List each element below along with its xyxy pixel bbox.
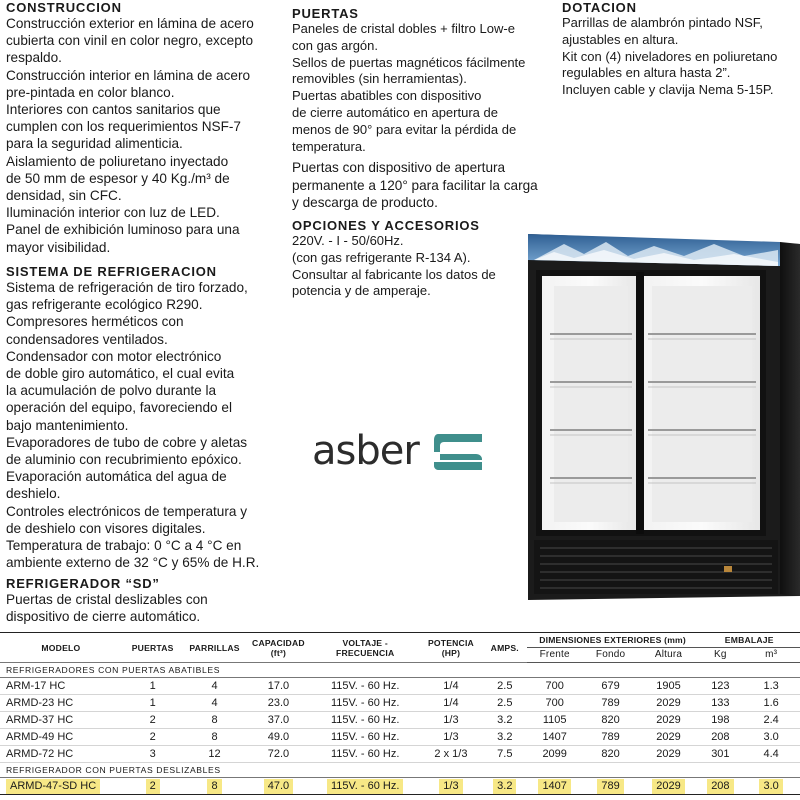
puertas-text-a [292, 21, 556, 155]
asber-logo [312, 428, 490, 478]
table-cell [245, 778, 311, 795]
text-line: deshielo. [6, 486, 61, 502]
text-line: Evaporación automática del agua de [6, 469, 227, 485]
construccion-section [6, 0, 288, 256]
col-frente: Frente [527, 648, 583, 663]
table-cell: 2.4 [742, 712, 800, 729]
col-altura: Altura [639, 648, 699, 663]
dotacion-text [562, 15, 798, 99]
text-line: Construcción interior en lámina de acero [6, 67, 251, 83]
text-line: mayor visibilidad. [6, 239, 111, 255]
table-cell: ARMD-49 HC [0, 729, 122, 746]
table-cell: 3 [122, 746, 184, 763]
text-line: Incluyen cable y clavija Nema 5-15P. [562, 82, 774, 98]
table-cell: 2 [122, 729, 184, 746]
table-cell [583, 778, 639, 795]
table-row [0, 678, 800, 695]
dotacion-heading: DOTACION [562, 0, 637, 15]
table-cell: 2 x 1/3 [419, 746, 483, 763]
table-cell: 115V. - 60 Hz. [311, 746, 419, 763]
asber-logo-icon [430, 430, 486, 474]
table-cell [311, 778, 419, 795]
text-line: Parrillas de alambrón pintado NSF, [562, 15, 763, 30]
text-line: Controles electrónicos de temperatura y [6, 503, 248, 519]
text-line: con gas argón. [292, 37, 379, 53]
highlighted-value: 789 [597, 779, 623, 794]
text-line: Sistema de refrigeración de tiro forzado, [6, 280, 248, 295]
table-cell: ARM-17 HC [0, 678, 122, 695]
table-cell: 2.5 [483, 695, 527, 712]
table-cell: ARMD-37 HC [0, 712, 122, 729]
sd-heading: REFRIGERADOR “SD” [6, 576, 160, 591]
text-line: (con gas refrigerante R-134 A). [292, 249, 471, 265]
table-cell: 37.0 [245, 712, 311, 729]
text-line: Compresores herméticos con [6, 314, 184, 330]
table-cell: 2029 [639, 712, 699, 729]
text-line: y descarga de producto. [292, 194, 438, 210]
text-line: bajo mantenimiento. [6, 417, 129, 433]
text-line: de 50 mm de espesor y 40 Kg./m³ de [6, 170, 230, 186]
table-cell: 2029 [639, 729, 699, 746]
table-cell: 198 [698, 712, 742, 729]
table-cell [527, 778, 583, 795]
table-cell: 123 [698, 678, 742, 695]
dotacion-section [562, 0, 798, 99]
text-line: Consultar al fabricante los datos de [292, 266, 496, 282]
highlighted-value: 1/3 [439, 779, 462, 794]
construccion-text [6, 15, 288, 256]
table-cell: 700 [527, 695, 583, 712]
opciones-section [292, 218, 516, 300]
text-line: respaldo. [6, 50, 62, 66]
table-cell: 1.3 [742, 678, 800, 695]
col-frecuencia-label: FRECUENCIA [336, 647, 395, 658]
section-abatibles [0, 663, 800, 678]
section-deslizables-label: REFRIGERADOR CON PUERTAS DESLIZABLES [0, 763, 800, 778]
highlighted-value: ARMD-47-SD HC [6, 779, 100, 794]
table-cell: 3.2 [483, 712, 527, 729]
table-cell: 789 [583, 695, 639, 712]
sistema-section [6, 264, 288, 571]
text-line: Evaporadores de tubo de cobre y aletas [6, 434, 248, 450]
text-line: Panel de exhibición luminoso para una [6, 222, 240, 238]
table-cell [419, 778, 483, 795]
table-cell: 23.0 [245, 695, 311, 712]
refrigerator-image [524, 226, 800, 606]
text-line: la acumulación de polvo durante la [6, 383, 217, 399]
text-line: Interiores con cantos sanitarios que [6, 102, 221, 118]
table-cell: 1905 [639, 678, 699, 695]
table-row [0, 778, 800, 795]
text-line: operación del equipo, favoreciendo el [6, 400, 232, 416]
asber-wordmark: asber [312, 428, 419, 474]
text-line: dispositivo de cierre automático. [6, 609, 201, 625]
table-cell: 49.0 [245, 729, 311, 746]
col-potencia-label: POTENCIA [427, 637, 474, 648]
table-cell [639, 778, 699, 795]
table-cell: 115V. - 60 Hz. [311, 712, 419, 729]
col-capacidad-label: CAPACIDAD [252, 637, 305, 648]
table-cell: 3.0 [742, 729, 800, 746]
text-line: menos de 90° para evitar la pérdida de [292, 121, 517, 137]
text-line: temperatura. [292, 138, 366, 154]
table-cell: 1/3 [419, 712, 483, 729]
table-cell: 7.5 [483, 746, 527, 763]
table-cell: 789 [583, 729, 639, 746]
table-cell: 4.4 [742, 746, 800, 763]
table-cell: 1 [122, 695, 184, 712]
opciones-heading: OPCIONES Y ACCESORIOS [292, 218, 480, 233]
text-line: Puertas con dispositivo de apertura [292, 160, 506, 176]
col-amps: AMPS. [483, 633, 527, 663]
col-capacidad [245, 633, 311, 663]
table-cell: 700 [527, 678, 583, 695]
table-cell: 1.6 [742, 695, 800, 712]
highlighted-value: 47.0 [264, 779, 293, 794]
text-line: de doble giro automático, el cual evita [6, 366, 235, 382]
table-cell: 1/4 [419, 678, 483, 695]
table-cell: 679 [583, 678, 639, 695]
table-cell: 1 [122, 678, 184, 695]
table-cell [0, 778, 122, 795]
table-cell [483, 778, 527, 795]
table-cell: 2029 [639, 746, 699, 763]
text-line: Iluminación interior con luz de LED. [6, 205, 220, 221]
table-cell: 72.0 [245, 746, 311, 763]
puertas-heading: PUERTAS [292, 6, 359, 21]
text-line: ajustables en altura. [562, 31, 679, 47]
table-row [0, 695, 800, 712]
text-line: permanente a 120° para facilitar la carga [292, 177, 538, 193]
text-line: de deshielo con visores digitales. [6, 520, 206, 536]
section-abatibles-label: REFRIGERADORES CON PUERTAS ABATIBLES [0, 663, 800, 678]
table-row [0, 729, 800, 746]
table-cell: 115V. - 60 Hz. [311, 678, 419, 695]
table-cell: 4 [184, 678, 246, 695]
text-line: para la seguridad alimenticia. [6, 136, 183, 152]
sistema-heading: SISTEMA DE REFRIGERACION [6, 264, 217, 279]
table-cell: 2.5 [483, 678, 527, 695]
table-cell: 2 [122, 712, 184, 729]
col-m3: m³ [742, 648, 800, 663]
col-parrillas: PARRILLAS [184, 633, 246, 663]
opciones-text [292, 233, 516, 300]
highlighted-value: 115V. - 60 Hz. [327, 779, 404, 794]
table-cell: 301 [698, 746, 742, 763]
text-line: condensadores ventilados. [6, 331, 168, 347]
rows-abatibles [0, 678, 800, 763]
highlighted-value: 3.2 [493, 779, 516, 794]
col-embalaje: EMBALAJE [698, 633, 800, 648]
section-deslizables [0, 763, 800, 778]
table-cell: ARMD-23 HC [0, 695, 122, 712]
col-kg: Kg [698, 648, 742, 663]
table-row [0, 746, 800, 763]
col-potencia [419, 633, 483, 663]
table-cell: 2099 [527, 746, 583, 763]
text-line: densidad, sin CFC. [6, 188, 122, 204]
col-puertas: PUERTAS [122, 633, 184, 663]
text-line: Aislamiento de poliuretano inyectado [6, 153, 229, 169]
table-cell: 2029 [639, 695, 699, 712]
text-line: Sellos de puertas magnéticos fácilmente [292, 54, 526, 70]
table-cell: 133 [698, 695, 742, 712]
text-line: cubierta con vinil en color negro, excepto [6, 33, 254, 49]
table-cell: 1407 [527, 729, 583, 746]
text-line: potencia y de amperaje. [292, 283, 431, 299]
table-cell: 4 [184, 695, 246, 712]
table-cell [122, 778, 184, 795]
table-cell: 3.2 [483, 729, 527, 746]
col-potencia-unit: (HP) [441, 647, 461, 658]
col-voltaje-label: VOLTAJE - [342, 637, 388, 648]
table-cell: 17.0 [245, 678, 311, 695]
rows-deslizables [0, 778, 800, 795]
sistema-text [6, 279, 288, 571]
spec-table [0, 632, 800, 795]
text-line: Construcción exterior en lámina de acero [6, 16, 254, 31]
text-line: 220V. - I - 50/60Hz. [292, 233, 404, 248]
text-line: pre-pintada en color blanco. [6, 84, 175, 100]
puertas-text-b [292, 159, 556, 211]
table-cell: 8 [184, 729, 246, 746]
table-cell: ARMD-72 HC [0, 746, 122, 763]
table-cell [698, 778, 742, 795]
table-cell: 820 [583, 746, 639, 763]
text-line: Temperatura de trabajo: 0 °C a 4 °C en [6, 538, 242, 554]
table-cell: 208 [698, 729, 742, 746]
table-cell: 115V. - 60 Hz. [311, 695, 419, 712]
text-line: de cierre automático en apertura de [292, 104, 498, 120]
table-cell: 12 [184, 746, 246, 763]
table-cell: 1105 [527, 712, 583, 729]
table-cell: 1/4 [419, 695, 483, 712]
text-line: regulables en altura hasta 2”. [562, 65, 731, 81]
text-line: removibles (sin herramientas). [292, 71, 467, 87]
highlighted-value: 3.0 [759, 779, 782, 794]
col-dimensiones: DIMENSIONES EXTERIORES (mm) [527, 633, 699, 648]
text-line: ambiente externo de 32 °C y 65% de H.R. [6, 555, 260, 571]
table-cell: 1/3 [419, 729, 483, 746]
highlighted-value: 2 [146, 779, 160, 794]
construccion-heading: CONSTRUCCION [6, 0, 122, 15]
col-capacidad-unit: (ft³) [270, 647, 287, 658]
highlighted-value: 8 [207, 779, 221, 794]
highlighted-value: 2029 [652, 779, 684, 794]
text-line: de aluminio con recubrimiento epóxico. [6, 452, 242, 468]
table-cell: 820 [583, 712, 639, 729]
sd-text [6, 591, 288, 625]
highlighted-value: 208 [707, 779, 733, 794]
table-row [0, 712, 800, 729]
table-cell: 8 [184, 712, 246, 729]
table-cell: 115V. - 60 Hz. [311, 729, 419, 746]
table-cell [184, 778, 246, 795]
sd-section [6, 576, 288, 625]
text-line: Condensador con motor electrónico [6, 348, 222, 364]
col-voltaje [311, 633, 419, 663]
highlighted-value: 1407 [538, 779, 570, 794]
text-line: Kit con (4) niveladores en poliuretano [562, 48, 778, 64]
col-modelo: MODELO [0, 633, 122, 663]
col-fondo: Fondo [583, 648, 639, 663]
text-line: Puertas de cristal deslizables con [6, 592, 208, 607]
table-cell [742, 778, 800, 795]
puertas-section [292, 6, 556, 211]
text-line: Puertas abatibles con dispositivo [292, 88, 482, 104]
text-line: cumplen con los requerimientos NSF-7 [6, 119, 241, 135]
text-line: Paneles de cristal dobles + filtro Low-e [292, 21, 515, 36]
text-line: gas refrigerante ecológico R290. [6, 297, 203, 313]
